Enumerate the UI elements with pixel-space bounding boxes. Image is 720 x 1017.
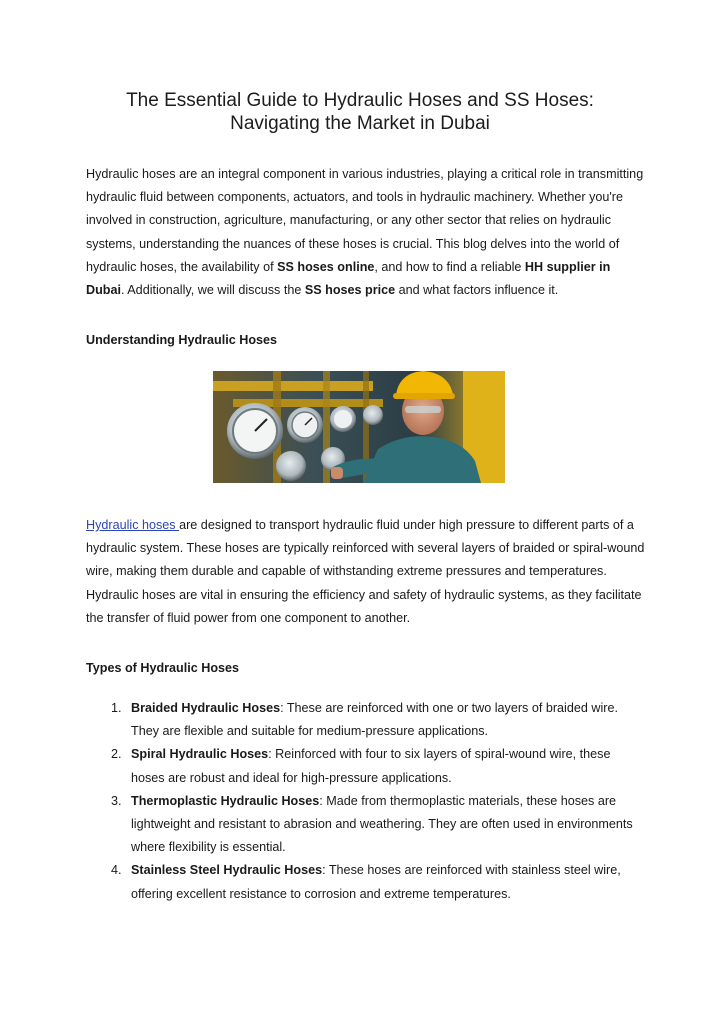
heading-understanding: Understanding Hydraulic Hoses [86, 333, 278, 347]
list-number: 3. [111, 793, 122, 808]
intro-text-1: Hydraulic hoses are an integral component in various industries, playing a critical role in transmitting hydraulic fluid between components, actuators, and tools in hydraulic machinery. Whether you're involved in construction, agriculture, manufacturing, or any other sector that relies on hydraulic systems, understanding the nuances of these hoses is crucial. This blog delves into the world of hydraulic hoses, the availability of [86, 167, 644, 274]
worker-gauges-photo [213, 371, 505, 483]
intro-paragraph [86, 163, 646, 302]
intro-text-4: and what factors influence it. [395, 283, 559, 298]
list-number: 4. [111, 863, 122, 878]
list-item-desc: : Made from thermoplastic materials, these hoses are lightweight and resistant to abrasion and weathering. They are often used in environments where flexibility is essential. [131, 793, 633, 855]
page-title [60, 89, 660, 135]
intro-bold-hh-supplier: HH supplier in Dubai [86, 259, 611, 298]
list-item-desc: : These are reinforced with one or two layers of braided wire. They are flexible and suitable for medium-pressure applications. [131, 701, 618, 739]
hose-types-list [86, 697, 646, 906]
list-item [86, 790, 646, 860]
intro-bold-ss-hoses-online: SS hoses online [277, 259, 375, 274]
list-number: 1. [111, 701, 122, 715]
worker-photo-image [213, 371, 505, 483]
hydraulic-hoses-text: are designed to transport hydraulic fluid under high pressure to different parts of a hydraulic system. These hoses are typically reinforced with several layers of braided or spiral-wound wire, making them durable and capable of withstanding extreme pressures and temperatures. Hydraulic hoses are vital in ensuring the efficiency and safety of hydraulic systems, as they facilitate the transfer of fluid power from one component to another. [86, 518, 645, 625]
list-item-desc: : These hoses are reinforced with stainless steel wire, offering excellent resistance to corrosion and extreme temperatures. [131, 863, 621, 901]
list-item-name: Stainless Steel Hydraulic Hoses [131, 863, 323, 878]
list-item [86, 743, 646, 789]
title-line-1: The Essential Guide to Hydraulic Hoses and SS Hoses: [126, 90, 594, 111]
intro-text-2: , and how to find a reliable [374, 259, 525, 274]
list-item-desc: : Reinforced with four to six layers of spiral-wound wire, these hoses are robust and ideal for high-pressure applications. [131, 747, 611, 785]
title-line-2: Navigating the Market in Dubai [230, 113, 490, 134]
list-item [86, 697, 646, 743]
list-item [86, 859, 646, 905]
hydraulic-hoses-link[interactable]: Hydraulic hoses [86, 518, 180, 532]
list-item-name: Thermoplastic Hydraulic Hoses [131, 793, 320, 808]
intro-bold-ss-hoses-price: SS hoses price [304, 283, 396, 298]
intro-text-3: . Additionally, we will discuss the [120, 283, 305, 298]
list-item-name: Spiral Hydraulic Hoses [131, 747, 269, 762]
hydraulic-hoses-paragraph [86, 514, 646, 630]
list-number: 2. [111, 747, 122, 762]
heading-types: Types of Hydraulic Hoses [86, 661, 240, 675]
list-item-name: Braided Hydraulic Hoses [131, 701, 281, 715]
